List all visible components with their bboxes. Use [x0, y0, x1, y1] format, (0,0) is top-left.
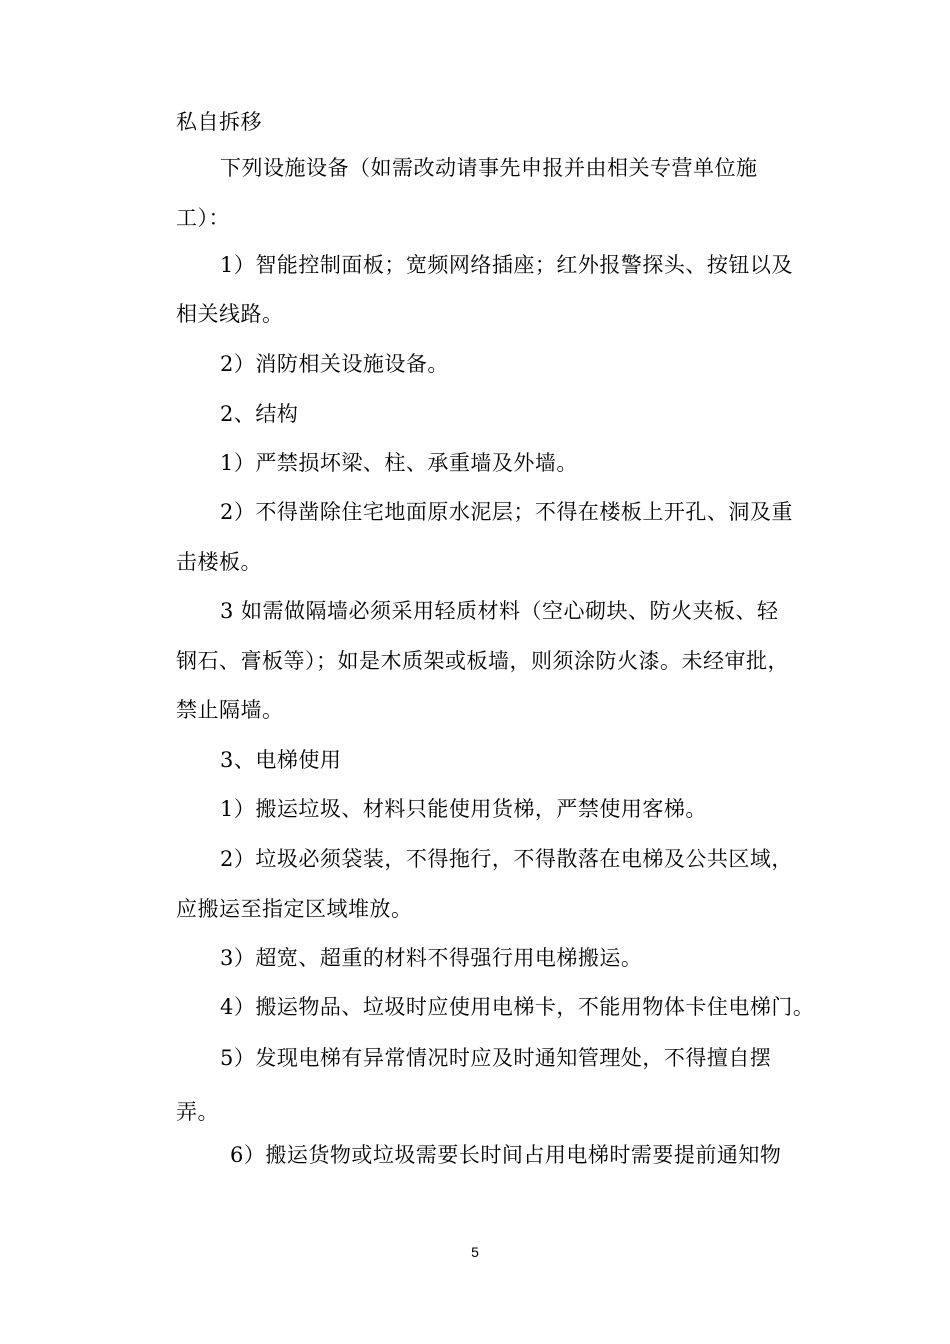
text-line: 禁止隔墙。 [176, 698, 284, 722]
text-line: 应搬运至指定区域堆放。 [176, 897, 413, 921]
text-line: 3、电梯使用 [220, 748, 342, 772]
text-line: 1）智能控制面板；宽频网络插座；红外报警探头、按钮以及 [220, 253, 793, 277]
text-line: 工）： [176, 206, 230, 230]
text-line: 弄。 [176, 1100, 219, 1124]
text-line: 相关线路。 [176, 302, 284, 326]
text-line: 2、结构 [220, 402, 299, 426]
text-line: 3）超宽、超重的材料不得强行用电梯搬运。 [220, 946, 643, 970]
text-line: 5）发现电梯有异常情况时应及时通知管理处，不得擅自摆 [220, 1046, 772, 1070]
text-line: 3 如需做隔墙必须采用轻质材料（空心砌块、防火夹板、轻 [220, 599, 779, 623]
text-line: 4）搬运物品、垃圾时应使用电梯卡，不能用物体卡住电梯门。 [220, 995, 815, 1019]
text-line: 1）搬运垃圾、材料只能使用货梯，严禁使用客梯。 [220, 797, 707, 821]
page-number: 5 [471, 1244, 479, 1260]
text-line: 下列设施设备（如需改动请事先申报并由相关专营单位施 [220, 156, 758, 180]
text-line: 2）不得凿除住宅地面原水泥层；不得在楼板上开孔、洞及重 [220, 500, 793, 524]
text-line: 私自拆移 [176, 110, 262, 134]
text-line: 钢石、膏板等）；如是木质架或板墙，则须涂防火漆。未经审批， [176, 649, 789, 673]
text-line: 1）严禁损坏梁、柱、承重墙及外墙。 [220, 451, 578, 475]
text-line: 击楼板。 [176, 550, 262, 574]
text-line: 6）搬运货物或垃圾需要长时间占用电梯时需要提前通知物 [230, 1143, 782, 1167]
text-line: 2）垃圾必须袋装，不得拖行，不得散落在电梯及公共区域， [220, 847, 793, 871]
text-line: 2）消防相关设施设备。 [220, 352, 449, 376]
